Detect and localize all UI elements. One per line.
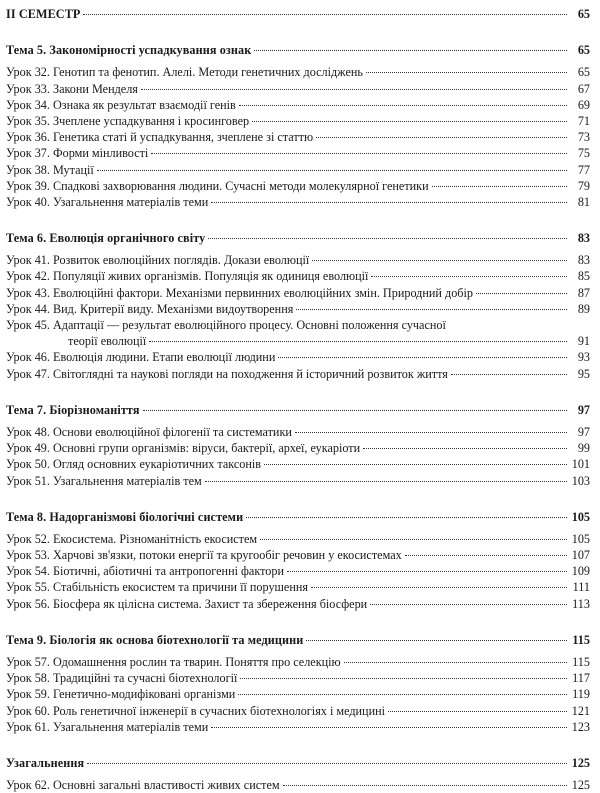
lesson-page: 101 (571, 457, 590, 472)
section-heading[interactable] (6, 509, 590, 525)
lesson-entry[interactable] (6, 178, 590, 194)
section-page: 65 (577, 43, 590, 58)
dot-leader (287, 571, 567, 572)
section-heading[interactable] (6, 230, 590, 246)
lesson-page: 93 (577, 350, 590, 365)
semester-title: II СЕМЕСТР (6, 7, 81, 21)
section-page: 105 (571, 509, 590, 524)
lesson-page: 105 (571, 531, 590, 546)
dot-leader (252, 121, 567, 122)
lesson-entry[interactable] (6, 686, 590, 702)
dot-leader (388, 711, 567, 712)
lesson-title: Урок 54. Біотичні, абіотичні та антропогенні фактори (6, 564, 284, 579)
lesson-page: 115 (572, 655, 590, 669)
lesson-title: Урок 61. Узагальнення матеріалів теми (6, 719, 209, 734)
lesson-entry[interactable] (6, 670, 590, 686)
lesson-title: Урок 48. Основи еволюційної філогенії та систематики (6, 424, 292, 439)
lesson-title: Урок 55. Стабільність екосистем та причини її порушення (6, 580, 308, 595)
lesson-entry[interactable] (6, 162, 590, 178)
section-page: 97 (577, 402, 590, 417)
section-heading[interactable] (6, 632, 590, 648)
lesson-entry[interactable] (6, 64, 590, 80)
dot-leader (344, 662, 567, 663)
lesson-title: Урок 39. Спадкові захворювання людини. Сучасні методи молекулярної генетики (6, 178, 429, 193)
dot-leader (432, 186, 567, 187)
section-title: Тема 5. Закономірності успадкування ознак (6, 43, 252, 58)
dot-leader (370, 604, 567, 605)
dot-leader (312, 260, 567, 261)
lesson-page: 109 (571, 564, 590, 579)
lesson-entry[interactable] (6, 654, 590, 670)
sections-list (6, 22, 590, 793)
lesson-page: 75 (577, 146, 590, 161)
dot-leader (246, 517, 567, 518)
lesson-page: 77 (577, 162, 590, 177)
lesson-page: 123 (571, 719, 590, 734)
lesson-title: Урок 46. Еволюція людини. Етапи еволюції людини (6, 350, 276, 365)
dot-leader (254, 50, 567, 51)
lesson-entry[interactable] (6, 366, 590, 382)
lesson-entry[interactable] (6, 129, 590, 145)
lesson-entry[interactable] (6, 97, 590, 113)
lesson-title: Урок 38. Мутації (6, 162, 94, 177)
lesson-title: Урок 50. Огляд основних еукаріотичних таксонів (6, 457, 262, 472)
lesson-line-continued (6, 333, 590, 349)
lesson-entry[interactable] (6, 547, 590, 563)
lesson-entry[interactable] (6, 301, 590, 317)
section-gap (6, 210, 590, 230)
dot-leader (83, 14, 567, 15)
lesson-entry[interactable] (6, 456, 590, 472)
lesson-entry[interactable] (6, 563, 590, 579)
lesson-page: 89 (577, 301, 590, 316)
lesson-entry[interactable] (6, 579, 590, 595)
lesson-entry[interactable] (6, 440, 590, 456)
lesson-entry[interactable] (6, 531, 590, 547)
lesson-entry[interactable] (6, 252, 590, 268)
dot-leader (363, 448, 567, 449)
dot-leader (211, 202, 567, 203)
lesson-entry[interactable] (6, 719, 590, 735)
lesson-entry[interactable] (6, 596, 590, 612)
section-gap (6, 735, 590, 755)
section-title: Узагальнення (6, 755, 85, 770)
lesson-title: Урок 43. Еволюційні фактори. Механізми первинних еволюційних змін. Природний добір (6, 285, 473, 300)
lesson-page: 87 (577, 285, 590, 300)
section-gap (6, 612, 590, 632)
lesson-entry[interactable] (6, 145, 590, 161)
lesson-title: Урок 44. Вид. Критерії виду. Механізми видоутворення (6, 301, 294, 316)
section-heading[interactable] (6, 755, 590, 771)
semester-page: 65 (577, 7, 590, 21)
lesson-title: Урок 36. Генетика статі й успадкування, зчеплене зі статтю (6, 130, 314, 145)
section-heading[interactable] (6, 42, 590, 58)
dot-leader (476, 293, 567, 294)
dot-leader (141, 89, 567, 90)
lesson-title: Урок 35. Зчеплене успадкування і кросинговер (6, 113, 250, 128)
lesson-page: 83 (577, 253, 590, 268)
dot-leader (371, 276, 567, 277)
lesson-title: Урок 33. Закони Менделя (6, 81, 138, 96)
lesson-title: Урок 42. Популяції живих організмів. Популяція як одиниця еволюції (6, 269, 369, 284)
section-gap (6, 382, 590, 402)
dot-leader (208, 238, 567, 239)
lesson-title: Урок 41. Розвиток еволюційних поглядів. Докази еволюції (6, 253, 310, 268)
dot-leader (311, 587, 567, 588)
lesson-entry[interactable] (6, 473, 590, 489)
dot-leader (205, 481, 567, 482)
dot-leader (316, 137, 567, 138)
dot-leader (240, 678, 567, 679)
lesson-entry[interactable] (6, 113, 590, 129)
lesson-entry[interactable] (6, 349, 590, 365)
lesson-page: 85 (577, 269, 590, 284)
dot-leader (149, 341, 567, 342)
lesson-title: Урок 58. Традиційні та сучасні біотехнології (6, 671, 238, 686)
dot-leader (451, 374, 567, 375)
lesson-entry[interactable] (6, 268, 590, 284)
section-page: 83 (577, 231, 590, 246)
dot-leader (295, 432, 567, 433)
section-title: Тема 6. Еволюція органічного світу (6, 231, 206, 246)
lesson-page: 95 (577, 366, 590, 381)
lesson-entry[interactable] (6, 777, 590, 793)
lesson-title: Урок 53. Харчові зв'язки, потоки енергії та кругообіг речовин у екосистемах (6, 548, 402, 563)
dot-leader (239, 105, 567, 106)
dot-leader (366, 72, 567, 73)
lesson-page: 113 (572, 596, 590, 611)
dot-leader (296, 309, 567, 310)
lesson-title: Урок 34. Ознака як результат взаємодії генів (6, 97, 236, 112)
dot-leader (151, 153, 567, 154)
section-title: Тема 9. Біологія як основа біотехнології та медицини (6, 632, 304, 647)
lesson-page: 67 (577, 81, 590, 96)
lesson-entry[interactable] (6, 424, 590, 440)
dot-leader (264, 464, 567, 465)
lesson-page: 121 (571, 703, 590, 718)
lesson-entry[interactable] (6, 285, 590, 301)
lesson-title: Урок 57. Одомашнення рослин та тварин. Поняття про селекцію (6, 655, 341, 669)
lesson-page: 117 (572, 671, 590, 686)
lesson-page: 99 (577, 441, 590, 456)
dot-leader (405, 555, 567, 556)
lesson-title: Урок 62. Основні загальні властивості живих систем (6, 778, 280, 793)
lesson-title: Урок 51. Узагальнення матеріалів тем (6, 473, 202, 488)
section-gap (6, 489, 590, 509)
section-heading[interactable] (6, 402, 590, 418)
dot-leader (278, 357, 567, 358)
lesson-entry[interactable] (6, 317, 590, 349)
lesson-title: Урок 49. Основні групи організмів: віруси, бактерії, археї, еукаріоти (6, 441, 361, 456)
lesson-title: Урок 37. Форми мінливості (6, 146, 149, 161)
section-page: 125 (571, 755, 590, 770)
section-title: Тема 8. Надорганізмові біологічні системи (6, 509, 244, 524)
lesson-line (6, 317, 590, 333)
lesson-page: 65 (577, 65, 590, 80)
dot-leader (306, 640, 567, 641)
dot-leader (260, 539, 567, 540)
lesson-title: Урок 52. Екосистема. Різноманітність екосистем (6, 531, 258, 546)
dot-leader (143, 410, 567, 411)
dot-leader (238, 694, 567, 695)
lesson-title: Урок 60. Роль генетичної інженерії в сучасних біотехнологіях і медицині (6, 703, 386, 718)
section-title: Тема 7. Біорізноманіття (6, 402, 140, 417)
semester-heading[interactable] (6, 6, 590, 22)
lesson-page: 91 (577, 334, 590, 349)
lesson-page: 103 (571, 473, 590, 488)
lesson-title: Урок 45. Адаптації — результат еволюційного процесу. Основні положення сучасної (6, 318, 446, 332)
lesson-page: 69 (577, 97, 590, 112)
section-page: 115 (572, 632, 590, 647)
lesson-entry[interactable] (6, 81, 590, 97)
lesson-page: 73 (577, 130, 590, 145)
lesson-page: 71 (577, 113, 590, 128)
lesson-page: 111 (572, 580, 590, 595)
lesson-page: 79 (577, 178, 590, 193)
lesson-page: 81 (577, 194, 590, 209)
lesson-title: Урок 56. Біосфера як цілісна система. Захист та збереження біосфери (6, 596, 368, 611)
lesson-title: Урок 32. Генотип та фенотип. Алелі. Методи генетичних досліджень (6, 65, 363, 80)
lesson-title: Урок 59. Генетично-модифіковані організми (6, 687, 236, 702)
section-gap (6, 22, 590, 42)
lesson-page: 107 (571, 548, 590, 563)
lesson-page: 125 (571, 778, 590, 793)
lesson-page: 97 (577, 424, 590, 439)
dot-leader (211, 727, 567, 728)
lesson-page: 119 (572, 687, 590, 702)
dot-leader (97, 170, 567, 171)
lesson-entry[interactable] (6, 703, 590, 719)
lesson-title-continued: теорії еволюції (68, 334, 147, 349)
lesson-entry[interactable] (6, 194, 590, 210)
lesson-title: Урок 40. Узагальнення матеріалів теми (6, 194, 209, 209)
lesson-title: Урок 47. Світоглядні та наукові погляди на походження й історичний розвиток життя (6, 366, 448, 381)
dot-leader (87, 763, 567, 764)
dot-leader (283, 785, 567, 786)
